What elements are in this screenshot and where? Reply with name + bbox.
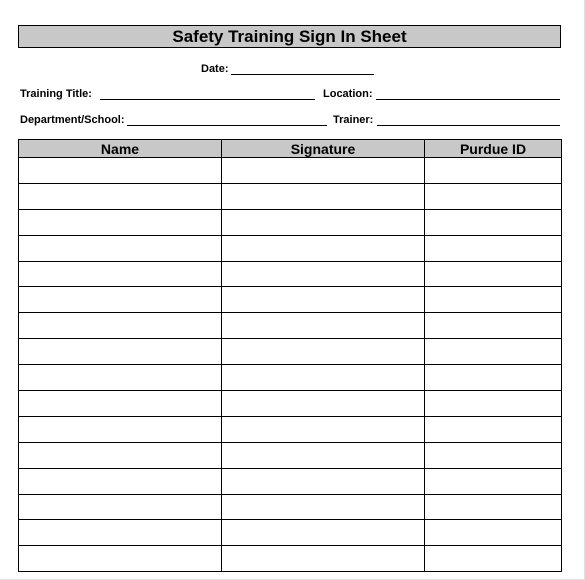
trainer-field[interactable] <box>377 125 560 126</box>
purdue-id-cell[interactable] <box>425 183 562 209</box>
column-header-signature: Signature <box>222 140 425 158</box>
signature-cell[interactable] <box>222 235 425 261</box>
signature-cell[interactable] <box>222 546 425 572</box>
table-header-row <box>19 140 562 158</box>
name-cell[interactable] <box>19 261 222 287</box>
purdue-id-cell[interactable] <box>425 546 562 572</box>
purdue-id-cell[interactable] <box>425 520 562 546</box>
purdue-id-cell[interactable] <box>425 235 562 261</box>
name-cell[interactable] <box>19 494 222 520</box>
table-row <box>19 546 562 572</box>
column-header-name: Name <box>19 140 222 158</box>
name-cell[interactable] <box>19 365 222 391</box>
name-cell[interactable] <box>19 183 222 209</box>
name-cell[interactable] <box>19 442 222 468</box>
purdue-id-cell[interactable] <box>425 209 562 235</box>
table-row <box>19 468 562 494</box>
signature-cell[interactable] <box>222 391 425 417</box>
table-row <box>19 261 562 287</box>
purdue-id-cell[interactable] <box>425 468 562 494</box>
name-cell[interactable] <box>19 158 222 184</box>
table-row <box>19 158 562 184</box>
table-row <box>19 494 562 520</box>
name-cell[interactable] <box>19 313 222 339</box>
table-row <box>19 287 562 313</box>
table-row <box>19 416 562 442</box>
department-school-label: Department/School: <box>20 114 125 126</box>
table-row <box>19 520 562 546</box>
name-cell[interactable] <box>19 468 222 494</box>
purdue-id-cell[interactable] <box>425 158 562 184</box>
location-field[interactable] <box>376 99 560 100</box>
purdue-id-cell[interactable] <box>425 442 562 468</box>
table-row <box>19 391 562 417</box>
table-body <box>19 158 562 572</box>
date-label: Date: <box>201 63 229 75</box>
signature-cell[interactable] <box>222 209 425 235</box>
purdue-id-cell[interactable] <box>425 313 562 339</box>
name-cell[interactable] <box>19 520 222 546</box>
table-row <box>19 183 562 209</box>
purdue-id-cell[interactable] <box>425 365 562 391</box>
table-row <box>19 365 562 391</box>
sheet-title-text: Safety Training Sign In Sheet <box>172 26 407 46</box>
table-row <box>19 235 562 261</box>
signature-cell[interactable] <box>222 339 425 365</box>
table-row <box>19 442 562 468</box>
purdue-id-cell[interactable] <box>425 391 562 417</box>
signature-cell[interactable] <box>222 287 425 313</box>
signature-cell[interactable] <box>222 261 425 287</box>
table-row <box>19 313 562 339</box>
name-cell[interactable] <box>19 235 222 261</box>
name-cell[interactable] <box>19 209 222 235</box>
column-header-purdue-id: Purdue ID <box>425 140 562 158</box>
name-cell[interactable] <box>19 546 222 572</box>
date-field[interactable] <box>231 74 374 75</box>
name-cell[interactable] <box>19 416 222 442</box>
signature-cell[interactable] <box>222 416 425 442</box>
signature-cell[interactable] <box>222 442 425 468</box>
signature-cell[interactable] <box>222 365 425 391</box>
trainer-label: Trainer: <box>333 114 374 126</box>
department-school-field[interactable] <box>127 125 327 126</box>
table-row <box>19 339 562 365</box>
training-title-label: Training Title: <box>20 88 92 100</box>
signature-cell[interactable] <box>222 313 425 339</box>
signature-cell[interactable] <box>222 468 425 494</box>
purdue-id-cell[interactable] <box>425 261 562 287</box>
signin-table <box>18 139 562 572</box>
table-row <box>19 209 562 235</box>
name-cell[interactable] <box>19 391 222 417</box>
name-cell[interactable] <box>19 287 222 313</box>
signature-cell[interactable] <box>222 158 425 184</box>
purdue-id-cell[interactable] <box>425 416 562 442</box>
sheet-title <box>18 25 561 48</box>
location-label: Location: <box>323 88 373 100</box>
training-title-field[interactable] <box>100 99 315 100</box>
signature-cell[interactable] <box>222 520 425 546</box>
purdue-id-cell[interactable] <box>425 287 562 313</box>
signature-cell[interactable] <box>222 494 425 520</box>
name-cell[interactable] <box>19 339 222 365</box>
signature-cell[interactable] <box>222 183 425 209</box>
purdue-id-cell[interactable] <box>425 494 562 520</box>
purdue-id-cell[interactable] <box>425 339 562 365</box>
